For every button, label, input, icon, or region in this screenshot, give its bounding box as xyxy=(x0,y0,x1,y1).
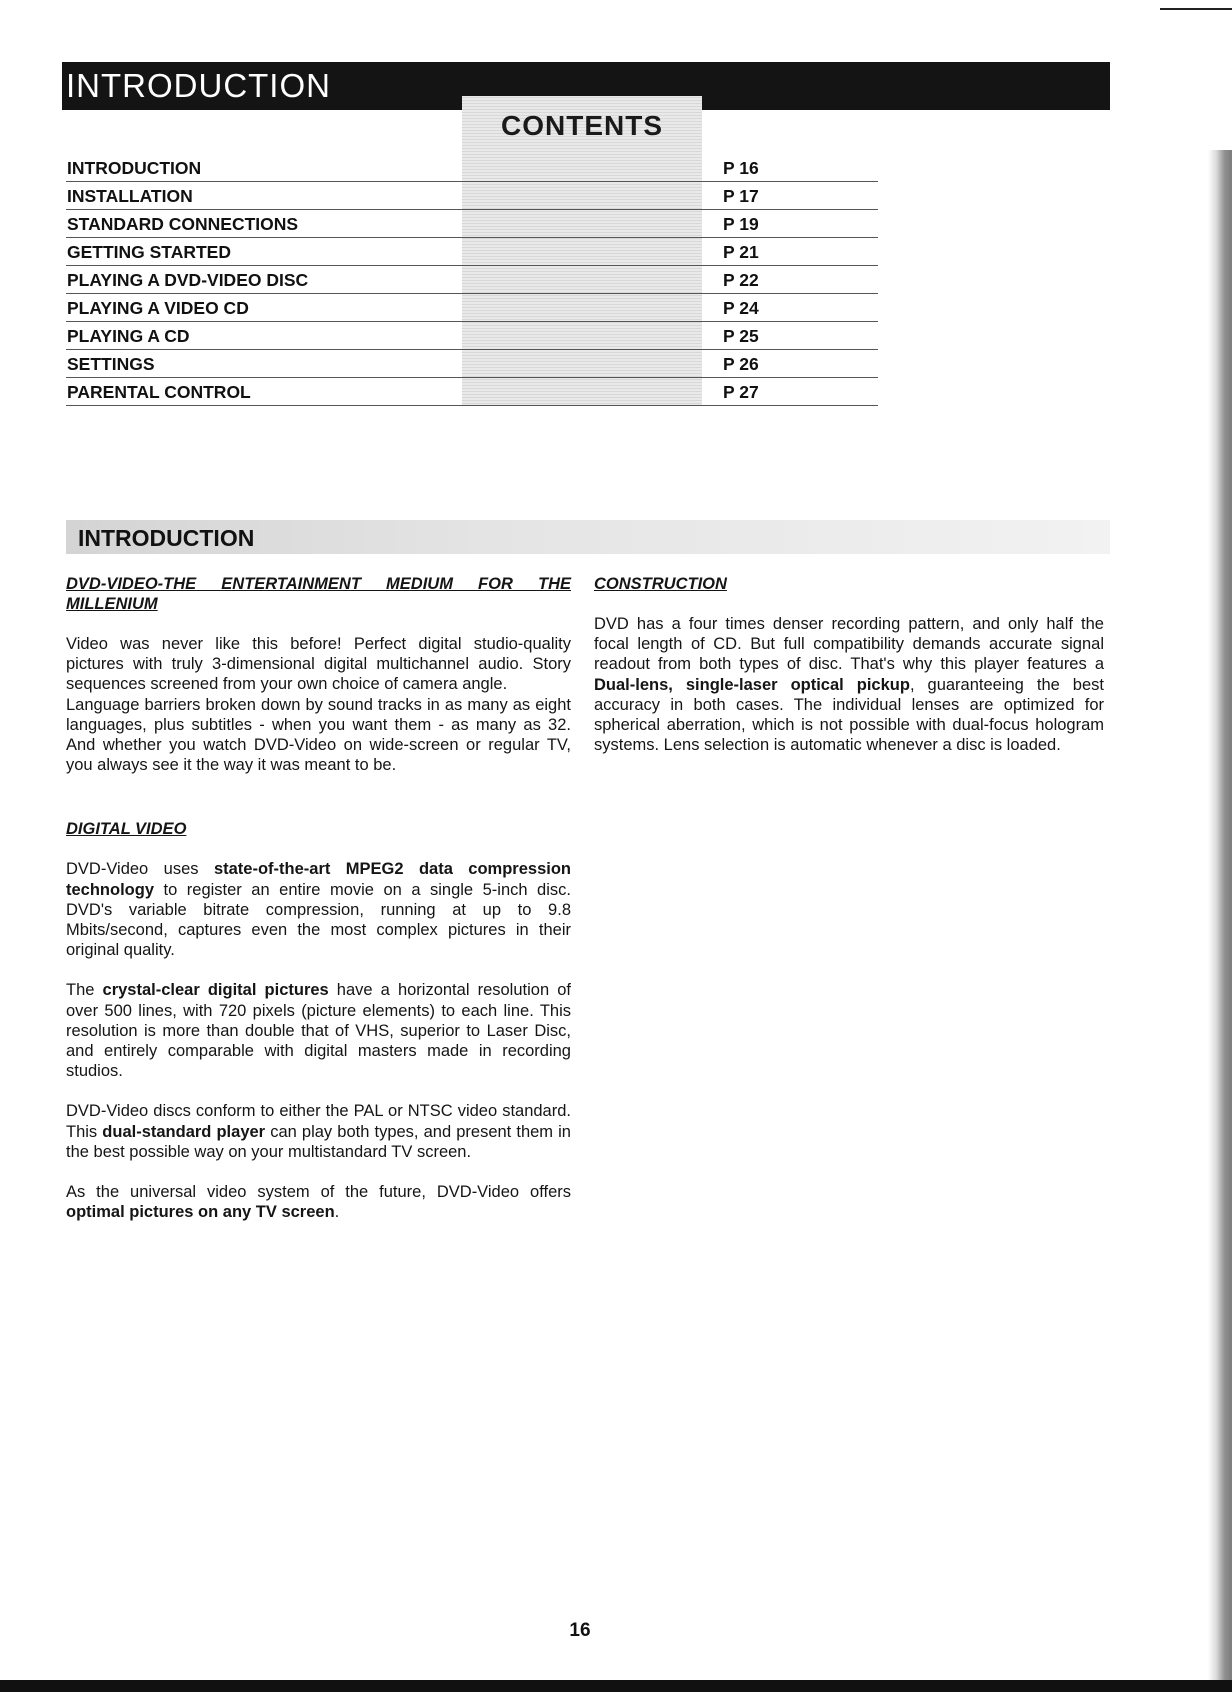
paragraph: As the universal video system of the future, DVD-Video offers optimal pictures on any TV screen. xyxy=(66,1183,571,1222)
toc-entry-page: P 24 xyxy=(723,298,759,318)
toc-entry-label: INTRODUCTION xyxy=(67,158,202,178)
toc-entry-label: PLAYING A VIDEO CD xyxy=(67,298,249,318)
toc-entry-label: PARENTAL CONTROL xyxy=(67,382,251,402)
toc-entry-page: P 16 xyxy=(723,158,759,178)
toc-entry-page: P 17 xyxy=(723,186,759,206)
toc-leader-line xyxy=(66,237,878,238)
toc-entry xyxy=(66,380,878,408)
heading-dvd-video: DVD-VIDEO-THE ENTERTAINMENT MEDIUM FOR THE xyxy=(66,575,571,593)
toc-entry-page: P 27 xyxy=(723,382,759,402)
toc-entry xyxy=(66,212,878,240)
toc-leader-line xyxy=(66,321,878,322)
paragraph: DVD-Video discs conform to either the PAL or NTSC video standard. This dual-standard player can play both types, and present them in the best possible way on your multistandard TV screen. xyxy=(66,1102,571,1161)
heading-digital-video: DIGITAL VIDEO xyxy=(66,820,187,839)
toc-entry-page: P 22 xyxy=(723,270,759,290)
toc-entry-page: P 21 xyxy=(723,242,759,262)
paragraph: Language barriers broken down by sound tracks in as many as eight languages, plus subtitles - when you want them - as many as 32. And whether you watch DVD-Video on wide-screen or regular TV, you always see it the way it was meant to be. xyxy=(66,695,571,775)
right-column xyxy=(594,574,1104,755)
page-number: 16 xyxy=(569,1620,591,1641)
toc-entry xyxy=(66,156,878,184)
scan-bottom-edge xyxy=(0,1680,1232,1692)
toc-leader-line xyxy=(66,293,878,294)
toc-leader-line xyxy=(66,209,878,210)
toc-entry-label: GETTING STARTED xyxy=(67,242,231,262)
toc-entry xyxy=(66,296,878,324)
toc-leader-line xyxy=(66,349,878,350)
scan-page-edge xyxy=(1208,150,1232,1692)
left-column xyxy=(66,574,571,1222)
toc-entry xyxy=(66,268,878,296)
paragraph: DVD-Video uses state-of-the-art MPEG2 data compression technology to register an entire movie on a single 5-inch disc. DVD's variable bitrate compression, running at up to 9.8 Mbits/second, captures even the most complex pictures in their original quality. xyxy=(66,860,572,960)
toc-leader-line xyxy=(66,377,878,378)
toc-entry-page: P 26 xyxy=(723,354,759,374)
toc-entry-label: STANDARD CONNECTIONS xyxy=(67,214,299,234)
toc-leader-line xyxy=(66,405,878,406)
toc-entry-label: INSTALLATION xyxy=(67,186,193,206)
toc-entry-page: P 25 xyxy=(723,326,759,346)
toc-entry-label: SETTINGS xyxy=(67,354,155,374)
scan-top-rule xyxy=(1160,8,1232,10)
toc-entry xyxy=(66,324,878,352)
toc-entry-label: PLAYING A CD xyxy=(67,326,190,346)
toc-entry xyxy=(66,240,878,268)
section-title: INTRODUCTION xyxy=(78,525,255,551)
toc-entry xyxy=(66,352,878,380)
paragraph: DVD has a four times denser recording pattern, and only half the focal length of CD. But full compatibility demands accurate signal readout from both types of disc. That's why this player features a Dual-lens, single-laser optical pickup, guaranteeing the best accuracy in both cases. The individual lenses are optimized for spherical aberration, which is not possible with dual-focus hologram systems. Lens selection is automatic whenever a disc is loaded. xyxy=(594,615,1104,755)
toc-entry xyxy=(66,184,878,212)
toc-leader-line xyxy=(66,181,878,182)
toc-entry-label: PLAYING A DVD-VIDEO DISC xyxy=(67,270,309,290)
paragraph: The crystal-clear digital pictures have a horizontal resolution of over 500 lines, with 720 pixels (picture elements) to each line. This resolution is more than double that of VHS, superior to Laser Disc, and entirely comparable with digital masters made in recording studios. xyxy=(66,981,571,1081)
toc-leader-line xyxy=(66,265,878,266)
paragraph: Video was never like this before! Perfect digital studio-quality pictures with truly 3-dimensional digital multichannel audio. Story sequences screened from your own choice of camera angle. xyxy=(66,635,571,694)
heading-construction: CONSTRUCTION xyxy=(594,575,727,593)
page-title: INTRODUCTION xyxy=(66,67,331,104)
heading-dvd-video-cont: MILLENIUM xyxy=(66,595,158,613)
contents-title: CONTENTS xyxy=(501,110,663,141)
toc-entry-page: P 19 xyxy=(723,214,759,234)
